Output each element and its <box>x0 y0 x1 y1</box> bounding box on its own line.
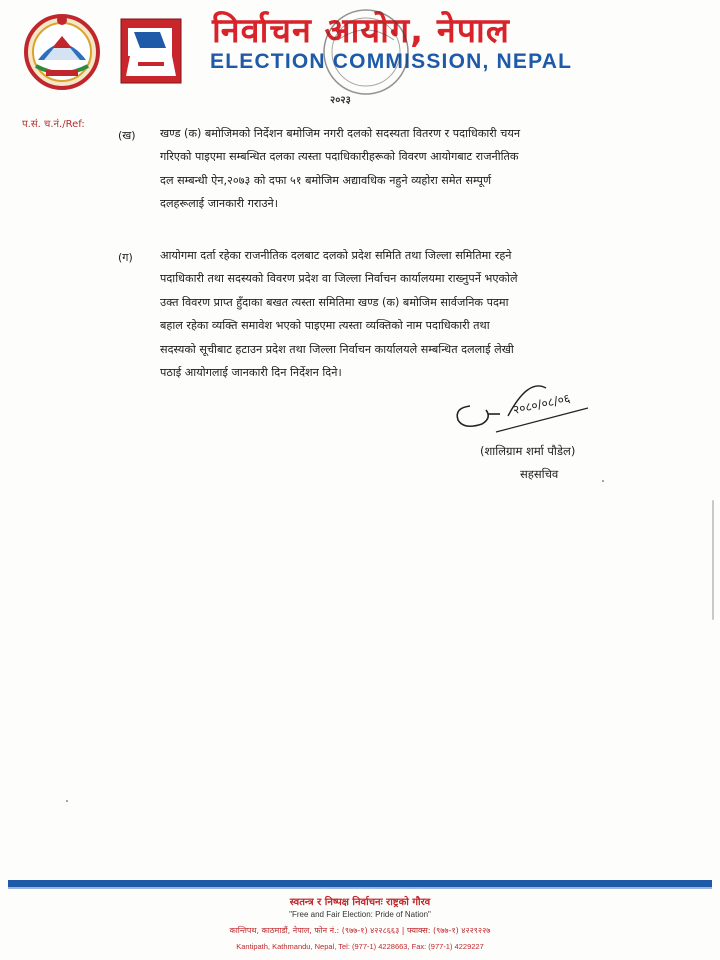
handwritten-signature-icon <box>448 368 598 448</box>
stamp-year: २०२३ <box>330 95 351 106</box>
letterhead-title-nepali: निर्वाचन आयोग, नेपाल <box>212 11 510 51</box>
signatory-name: (शालिग्राम शर्मा पौडेल) <box>480 444 576 458</box>
svg-text:२०८०/०८/०६: २०८०/०८/०६ <box>511 391 572 417</box>
paragraph-line: सदस्यको सूचीबाट हटाउन प्रदेश तथा जिल्ला निर्वाचन कार्यालयले सम्बन्धित दललाई लेखी <box>160 342 514 356</box>
nepal-emblem-icon <box>22 8 102 96</box>
footer-address-english: Kantipath, Kathmandu, Nepal, Tel: (977-1) 4228663, Fax: (977-1) 4229227 <box>236 942 484 951</box>
paragraph-label: (ग) <box>118 251 133 264</box>
ref-label: प.सं. च.नं./Ref: <box>22 119 85 130</box>
paragraph-line: उक्त विवरण प्राप्त हुँदाका बखत त्यस्ता समितिमा खण्ड (क) बमोजिम सार्वजनिक पदमा <box>160 295 509 309</box>
paragraph-line: पठाई आयोगलाई जानकारी दिन निर्देशन दिने। <box>160 366 342 380</box>
paragraph-line: दल सम्बन्धी ऐन,२०७३ को दफा ५१ बमोजिम अद्यावधिक नहुने व्यहोरा समेत सम्पूर्ण <box>160 173 492 187</box>
paragraph-line: आयोगमा दर्ता रहेका राजनीतिक दलबाट दलको प्रदेश समिति तथा जिल्ला समितिमा रहने <box>160 249 512 262</box>
footer-slogan-english: "Free and Fair Election: Pride of Nation" <box>289 910 431 919</box>
scan-speck <box>602 480 604 482</box>
paragraph-line: पदाधिकारी तथा सदस्यको विवरण प्रदेश वा जिल्ला निर्वाचन कार्यालयमा राख्नुपर्ने भएकोले <box>160 272 518 286</box>
paragraph-line: बहाल रहेका व्यक्ति समावेश भएको पाइएमा त्यस्ता व्यक्तिको नाम पदाधिकारी तथा <box>160 319 490 333</box>
election-commission-logo-icon <box>120 18 182 84</box>
paragraph-line: गरिएको पाइएमा सम्बन्धित दलका त्यस्ता पदाधिकारीहरूको विवरण आयोगबाट राजनीतिक <box>160 150 519 164</box>
paragraph-ga <box>160 244 680 384</box>
scan-speck <box>66 800 68 802</box>
letterhead <box>0 0 720 130</box>
signatory-designation: सहसचिव <box>520 467 559 481</box>
paragraph-line: खण्ड (क) बमोजिमको निर्देशन बमोजिम नगरी दलको सदस्यता वितरण र पदाधिकारी चयन <box>160 127 521 140</box>
footer-address-nepali: कान्तिपथ, काठमाडौं, नेपाल, फोन नं.: (९७७-१) ४२२८६६३ | फ्याक्स: (९७७-१) ४२२९२२७ <box>229 926 491 935</box>
footer-divider <box>8 880 712 889</box>
paragraph-line: दलहरूलाई जानकारी गराउने। <box>160 197 278 211</box>
letterhead-title-english: ELECTION COMMISSION, NEPAL <box>210 50 573 73</box>
scan-edge-line <box>712 500 714 620</box>
footer-slogan-nepali: स्वतन्त्र र निष्पक्ष निर्वाचनः राष्ट्रको गौरव <box>289 897 431 908</box>
paragraph-label: (ख) <box>118 129 136 142</box>
paragraph-kha <box>160 122 680 216</box>
